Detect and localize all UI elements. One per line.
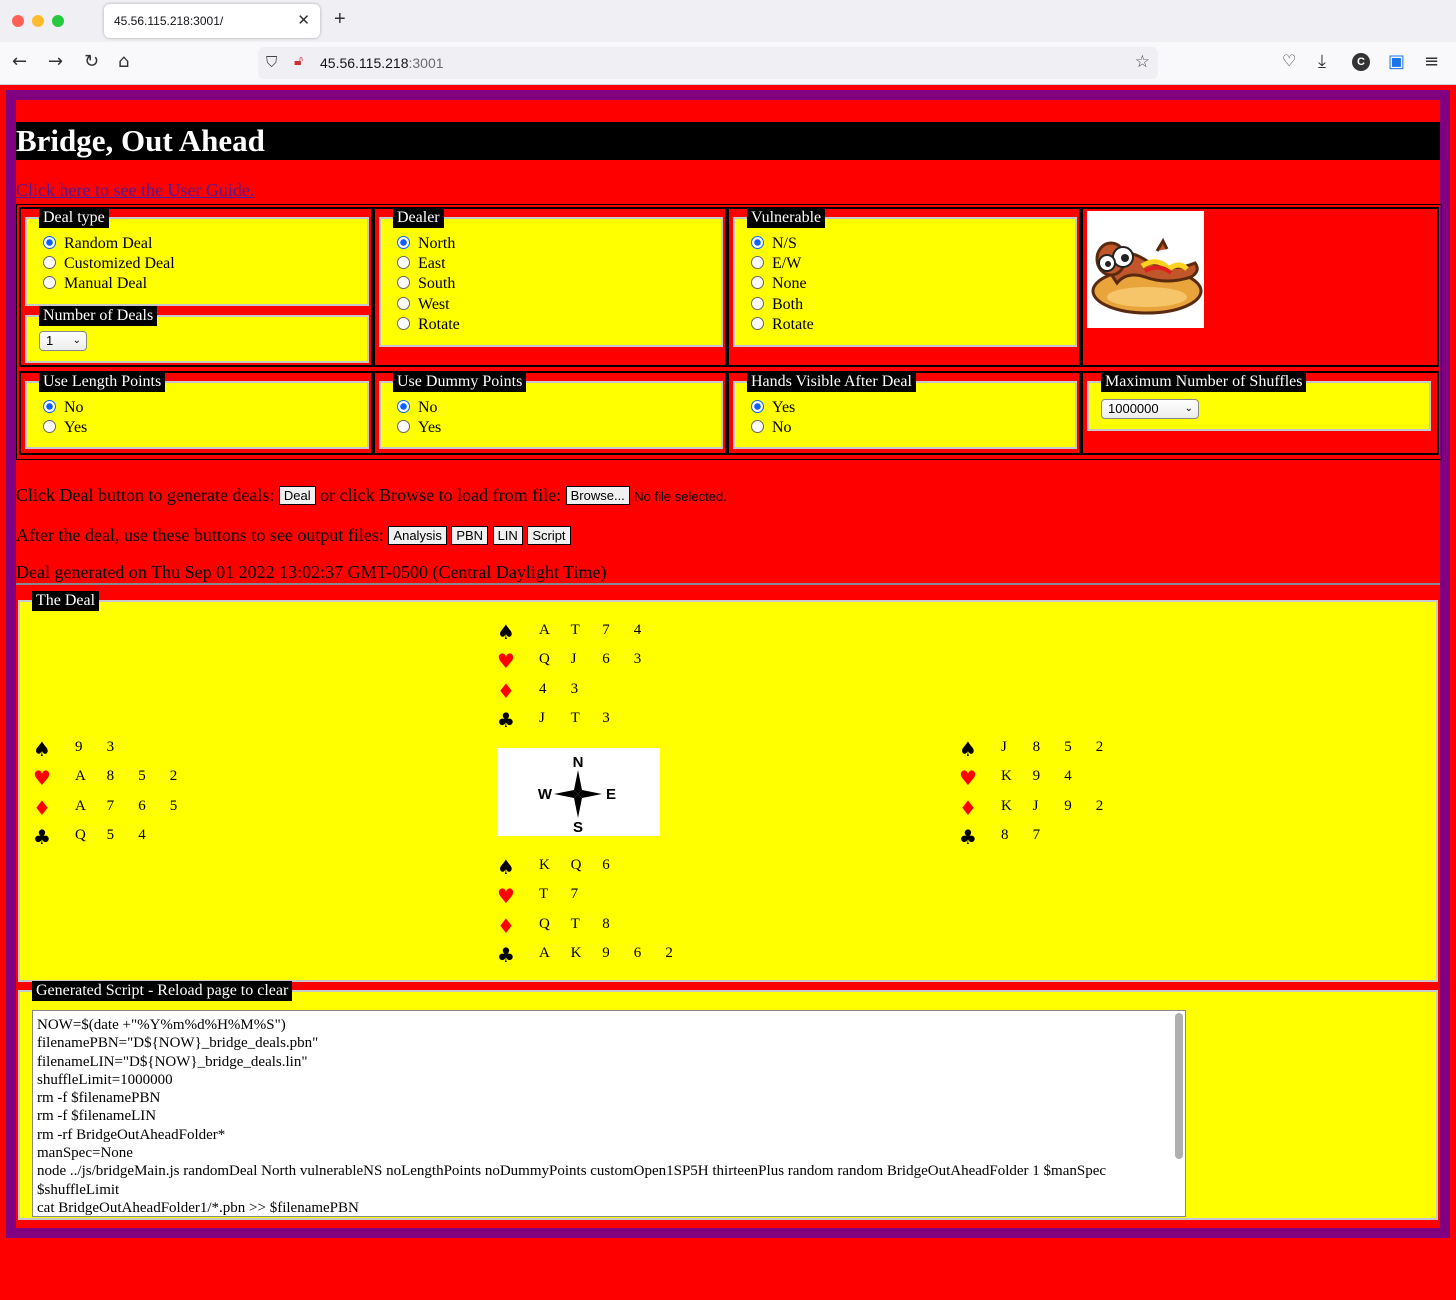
card-rank: 6 xyxy=(602,651,610,668)
radio-icon[interactable] xyxy=(397,276,410,289)
card-rank: 6 xyxy=(633,945,642,962)
card-rank: 9 xyxy=(1032,768,1041,785)
length-points-fieldset xyxy=(25,373,369,449)
card-rank: 5 xyxy=(169,797,178,814)
heart-suit-icon: ♥ xyxy=(33,766,51,791)
radio-icon[interactable] xyxy=(43,256,56,269)
options-panel xyxy=(16,204,1442,460)
card-rank: A xyxy=(539,945,550,962)
heart-suit-icon: ♥ xyxy=(497,649,515,674)
radio-label: No xyxy=(64,399,84,416)
radio-icon[interactable] xyxy=(751,400,764,413)
max-shuffles-legend: Maximum Number of Shuffles xyxy=(1101,372,1306,392)
radio-icon[interactable] xyxy=(397,256,410,269)
chevron-down-icon: ⌄ xyxy=(1184,403,1193,414)
hotdog-icon xyxy=(1087,211,1204,328)
diamond-suit-icon: ♦ xyxy=(33,795,51,820)
textarea-scrollbar[interactable] xyxy=(1175,1013,1183,1159)
club-suit-icon: ♣ xyxy=(33,825,51,850)
back-icon[interactable]: ← xyxy=(12,51,28,72)
card-rank: 3 xyxy=(633,651,642,668)
url-bar[interactable] xyxy=(258,47,1158,79)
radio-dealer-south[interactable] xyxy=(397,275,455,295)
nav-bar xyxy=(0,42,1456,84)
radio-label: South xyxy=(418,275,456,292)
card-rank: 7 xyxy=(602,622,610,638)
radio-icon[interactable] xyxy=(397,400,410,413)
diamond-suit-icon: ♦ xyxy=(959,795,977,820)
pocket-icon[interactable]: ♡ xyxy=(1282,51,1297,70)
card-rank: 2 xyxy=(169,768,178,785)
compass-s: S xyxy=(572,819,584,836)
card-rank: 3 xyxy=(602,710,610,727)
card-rank: A xyxy=(539,622,550,638)
compass-w: W xyxy=(537,786,553,803)
compass-icon xyxy=(497,748,660,836)
output-line xyxy=(16,525,571,546)
spade-suit-icon: ♠ xyxy=(959,737,977,761)
card-rank: J xyxy=(570,651,577,668)
shield-icon[interactable]: ⛉ xyxy=(266,53,278,71)
radio-icon[interactable] xyxy=(751,317,764,330)
radio-icon[interactable] xyxy=(751,276,764,289)
script-fieldset xyxy=(18,982,1438,1220)
dealer-fieldset xyxy=(379,209,723,347)
card-rank: 5 xyxy=(138,768,146,785)
dummy-points-legend: Use Dummy Points xyxy=(393,372,526,392)
reload-icon[interactable]: ↻ xyxy=(84,51,100,72)
dummy-points-fieldset xyxy=(379,373,723,449)
spade-suit-icon: ♠ xyxy=(33,737,51,761)
radio-dummy-no[interactable] xyxy=(397,399,438,419)
output-prompt: After the deal, use these buttons to see output files: xyxy=(16,525,384,545)
radio-icon[interactable] xyxy=(751,236,764,249)
extension-icon[interactable]: ▣ xyxy=(1388,51,1406,72)
deal-line xyxy=(16,485,727,506)
card-rank: 7 xyxy=(106,797,115,814)
radio-label: Customized Deal xyxy=(64,255,175,272)
select-value: 1000000 xyxy=(1108,401,1159,416)
card-rank: J xyxy=(1001,739,1007,755)
card-rank: K xyxy=(1001,797,1012,814)
card-rank: 7 xyxy=(1032,827,1041,844)
number-of-deals-fieldset xyxy=(25,307,369,363)
card-rank: 4 xyxy=(539,680,547,697)
radio-label: Rotate xyxy=(772,316,814,333)
home-icon[interactable]: ⌂ xyxy=(118,51,130,72)
radio-icon[interactable] xyxy=(43,276,56,289)
vulnerable-fieldset xyxy=(733,209,1077,347)
compass-rose xyxy=(497,748,660,836)
number-of-deals-select[interactable] xyxy=(39,331,87,351)
card-rank: 6 xyxy=(138,797,146,814)
radio-icon[interactable] xyxy=(43,420,56,433)
deal-type-fieldset xyxy=(25,209,369,306)
dummy-points-cell xyxy=(373,371,727,455)
logo-cell xyxy=(1081,207,1439,367)
card-rank: 2 xyxy=(1095,797,1104,814)
radio-icon[interactable] xyxy=(751,297,764,310)
user-guide-link[interactable]: Click here to see the User Guide. xyxy=(16,180,255,200)
radio-label: Rotate xyxy=(418,316,460,333)
dealer-cell xyxy=(373,207,727,367)
deal-prompt: Click Deal button to generate deals: xyxy=(16,485,275,505)
spade-suit-icon: ♠ xyxy=(497,620,515,644)
url-host: 45.56.115.218 xyxy=(320,55,409,71)
card-rank: T xyxy=(539,886,549,903)
radio-label: No xyxy=(418,399,438,416)
radio-icon[interactable] xyxy=(43,400,56,413)
radio-length-no[interactable] xyxy=(43,399,84,419)
vulnerable-cell xyxy=(727,207,1081,367)
card-rank: 8 xyxy=(1032,739,1041,755)
minimize-window-icon[interactable] xyxy=(32,15,44,27)
card-rank: 9 xyxy=(602,945,610,962)
card-rank: 2 xyxy=(1095,739,1104,755)
card-rank: Q xyxy=(75,827,86,844)
script-legend: Generated Script - Reload page to clear xyxy=(32,981,292,1001)
card-rank: Q xyxy=(539,651,550,668)
radio-dealer-north[interactable] xyxy=(397,235,455,255)
script-button[interactable]: Script xyxy=(527,526,570,545)
max-shuffles-fieldset xyxy=(1087,373,1431,431)
radio-dealer-west[interactable] xyxy=(397,296,450,316)
close-tab-icon[interactable]: ✕ xyxy=(297,12,310,29)
chevron-down-icon: ⌄ xyxy=(72,335,81,346)
max-shuffles-select[interactable] xyxy=(1101,399,1199,419)
deal-fieldset xyxy=(18,592,1438,982)
length-points-legend: Use Length Points xyxy=(39,372,165,392)
card-rank: 4 xyxy=(633,622,642,638)
page-title-bar xyxy=(16,122,1440,160)
radio-label: N/S xyxy=(772,235,797,252)
browser-tab[interactable] xyxy=(104,4,320,38)
new-tab-icon[interactable]: + xyxy=(334,8,346,30)
radio-customized-deal[interactable] xyxy=(43,255,175,275)
radio-vulnerable-ew[interactable] xyxy=(751,255,801,275)
radio-label: No xyxy=(772,419,792,436)
card-rank: 2 xyxy=(665,945,673,962)
card-rank: 3 xyxy=(570,680,579,697)
radio-length-yes[interactable] xyxy=(43,419,87,439)
card-rank: A xyxy=(75,768,86,785)
club-suit-icon: ♣ xyxy=(497,708,515,733)
no-file-text: No file selected. xyxy=(634,489,727,504)
select-value: 1 xyxy=(46,333,54,348)
card-rank: T xyxy=(570,710,580,727)
deal-type-cell xyxy=(19,207,373,367)
number-of-deals-legend: Number of Deals xyxy=(39,306,157,326)
deal-button[interactable]: Deal xyxy=(279,486,316,505)
pbn-button[interactable]: PBN xyxy=(451,526,488,545)
compass-e: E xyxy=(605,786,617,803)
radio-icon[interactable] xyxy=(397,420,410,433)
radio-manual-deal[interactable] xyxy=(43,275,147,295)
card-rank: J xyxy=(1032,797,1039,814)
radio-icon[interactable] xyxy=(397,297,410,310)
tab-title: 45.56.115.218:3001/ xyxy=(114,14,224,28)
bookmark-star-icon[interactable]: ☆ xyxy=(1134,52,1150,72)
browse-button[interactable]: Browse... xyxy=(566,486,630,505)
radio-icon[interactable] xyxy=(397,317,410,330)
script-text: NOW=$(date +"%Y%m%d%H%M%S") filenamePBN="D${NOW}_bridge_deals.pbn" filenameLIN="D${NOW}_bridge_deals.lin" shuffleLimit=1000000 rm -f $filenamePBN rm -f $filenameLIN rm -rf BridgeOutAheadFolder* manSpec=None node ../js/bridgeMain.js randomDeal North vulnerableNS noLengthPoints noDummyPoints customOpen1SP5H thirteenPlus random random BridgeOutAheadFolder 1 $manSpec $shuffleLimit cat BridgeOutAheadFolder1/*.pbn >> $filenamePBN xyxy=(37,1017,1107,1216)
deal-type-legend: Deal type xyxy=(39,208,109,228)
close-window-icon[interactable] xyxy=(12,15,24,27)
radio-visible-no[interactable] xyxy=(751,419,792,439)
card-rank: K xyxy=(539,857,550,873)
profile-icon[interactable]: C xyxy=(1352,53,1370,71)
hands-visible-cell xyxy=(727,371,1081,455)
card-rank: K xyxy=(570,945,582,962)
forward-icon[interactable]: → xyxy=(48,51,64,72)
tab-bar xyxy=(0,0,1456,42)
card-rank: T xyxy=(570,915,580,932)
menu-icon[interactable]: ≡ xyxy=(1424,51,1440,72)
heart-suit-icon: ♥ xyxy=(959,766,977,791)
card-rank: T xyxy=(570,622,580,638)
card-rank: 8 xyxy=(106,768,115,785)
diamond-suit-icon: ♦ xyxy=(497,678,515,703)
heart-suit-icon: ♥ xyxy=(497,884,515,909)
page-frame xyxy=(6,90,1450,1238)
max-shuffles-cell xyxy=(1081,371,1439,455)
radio-icon[interactable] xyxy=(43,236,56,249)
card-rank: Q xyxy=(539,915,550,932)
radio-vulnerable-rotate[interactable] xyxy=(751,316,814,336)
radio-label: Random Deal xyxy=(64,235,153,252)
radio-dealer-rotate[interactable] xyxy=(397,316,460,336)
card-rank: 4 xyxy=(138,827,146,844)
radio-random-deal[interactable] xyxy=(43,235,152,255)
radio-label: E/W xyxy=(772,255,802,272)
card-rank: A xyxy=(75,797,86,814)
hotdog-logo xyxy=(1087,211,1204,328)
radio-dummy-yes[interactable] xyxy=(397,419,441,439)
card-rank: 7 xyxy=(570,886,579,903)
browser-chrome xyxy=(0,0,1456,85)
spade-suit-icon: ♠ xyxy=(497,855,515,879)
radio-dealer-east[interactable] xyxy=(397,255,446,275)
card-rank: 8 xyxy=(1001,827,1009,844)
card-rank: 4 xyxy=(1064,768,1072,785)
generated-on-text: Deal generated on Thu Sep 01 2022 13:02:37 GMT-0500 (Central Daylight Time) xyxy=(16,562,607,582)
card-rank: 5 xyxy=(1064,739,1072,755)
divider xyxy=(16,583,1440,585)
url-port: :3001 xyxy=(408,55,444,71)
card-rank: J xyxy=(539,710,545,727)
card-rank: 9 xyxy=(1064,797,1072,814)
browse-prompt: or click Browse to load from file: xyxy=(320,485,562,505)
analysis-button[interactable]: Analysis xyxy=(388,526,446,545)
radio-label: Yes xyxy=(64,419,88,436)
card-rank: Q xyxy=(570,857,582,873)
card-rank: 9 xyxy=(75,739,83,755)
radio-label: Both xyxy=(772,296,804,313)
club-suit-icon: ♣ xyxy=(497,943,515,968)
radio-label: Manual Deal xyxy=(64,275,148,292)
vulnerable-legend: Vulnerable xyxy=(747,208,825,228)
card-rank: 6 xyxy=(602,857,610,873)
radio-label: Yes xyxy=(418,419,442,436)
radio-label: West xyxy=(418,296,450,313)
radio-icon[interactable] xyxy=(397,236,410,249)
hands-visible-legend: Hands Visible After Deal xyxy=(747,372,916,392)
diamond-suit-icon: ♦ xyxy=(497,913,515,938)
dealer-legend: Dealer xyxy=(393,208,444,228)
compass-n: N xyxy=(572,754,584,771)
card-rank: K xyxy=(1001,768,1012,785)
page-title: Bridge, Out Ahead xyxy=(16,123,265,158)
zoom-window-icon[interactable] xyxy=(52,15,64,27)
radio-label: Yes xyxy=(772,399,796,416)
radio-icon[interactable] xyxy=(751,256,764,269)
insecure-lock-icon[interactable]: 🔓︎ xyxy=(294,53,304,69)
radio-visible-yes[interactable] xyxy=(751,399,795,419)
club-suit-icon: ♣ xyxy=(959,825,977,850)
radio-icon[interactable] xyxy=(751,420,764,433)
downloads-icon[interactable]: ⤓ xyxy=(1318,51,1326,72)
radio-vulnerable-none[interactable] xyxy=(751,275,807,295)
deal-legend: The Deal xyxy=(32,591,99,611)
hands-visible-fieldset xyxy=(733,373,1077,449)
radio-vulnerable-ns[interactable] xyxy=(751,235,797,255)
radio-label: North xyxy=(418,235,456,252)
lin-button[interactable]: LIN xyxy=(493,526,523,545)
radio-vulnerable-both[interactable] xyxy=(751,296,803,316)
card-rank: 3 xyxy=(106,739,115,755)
card-rank: 8 xyxy=(602,915,610,932)
card-rank: 5 xyxy=(106,827,115,844)
length-points-cell xyxy=(19,371,373,455)
radio-label: None xyxy=(772,275,807,292)
page-content xyxy=(16,100,1440,1228)
script-textarea[interactable] xyxy=(32,1010,1186,1217)
radio-label: East xyxy=(418,255,446,272)
